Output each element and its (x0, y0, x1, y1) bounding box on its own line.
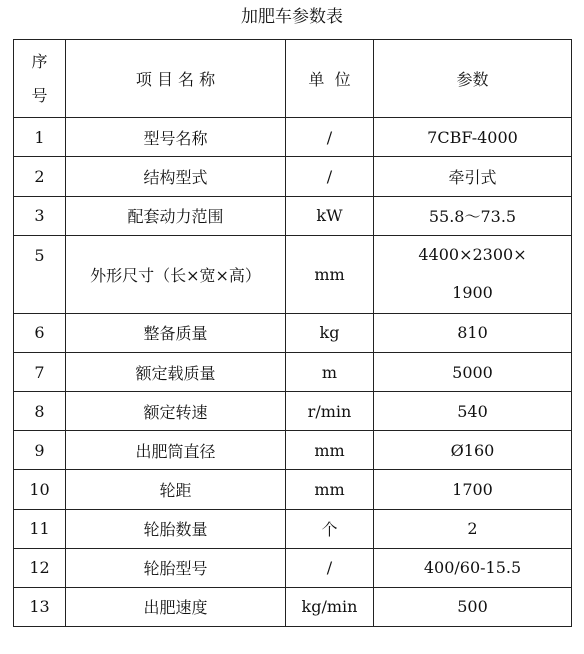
table-row (14, 509, 572, 548)
row-value: 7CBF-4000 (374, 118, 572, 157)
row-value: Ø160 (374, 431, 572, 470)
row-name: 轮距 (66, 470, 286, 509)
row-value: 牵引式 (374, 157, 572, 196)
row-value: 810 (374, 313, 572, 352)
row-name: 整备质量 (66, 313, 286, 352)
row-unit: kg/min (286, 587, 374, 626)
row-value: 400/60-15.5 (374, 548, 572, 587)
row-value: 55.8～73.5 (374, 196, 572, 235)
table-row (14, 196, 572, 235)
header-seq-line1: 序 (31, 51, 48, 71)
row-name: 外形尺寸（长×宽×高） (66, 235, 286, 313)
row-value: 540 (374, 392, 572, 431)
header-row (14, 40, 572, 118)
table-row (14, 548, 572, 587)
header-seq (14, 40, 66, 118)
row-value-line1: 4400×2300× (418, 245, 527, 265)
row-value (374, 235, 572, 313)
row-unit: kg (286, 313, 374, 352)
header-unit: 单 位 (286, 40, 374, 118)
row-name: 额定转速 (66, 392, 286, 431)
header-name: 项 目 名 称 (66, 40, 286, 118)
row-value-line2: 1900 (452, 283, 493, 303)
row-unit: / (286, 548, 374, 587)
row-seq: 10 (14, 470, 66, 509)
table-row (14, 235, 572, 313)
row-name: 额定载质量 (66, 353, 286, 392)
table-row (14, 392, 572, 431)
row-unit: m (286, 353, 374, 392)
row-value: 500 (374, 587, 572, 626)
row-name: 配套动力范围 (66, 196, 286, 235)
row-name: 出肥速度 (66, 587, 286, 626)
row-seq: 9 (14, 431, 66, 470)
row-seq: 5 (14, 235, 66, 313)
table-row (14, 313, 572, 352)
parameter-table (13, 39, 572, 627)
table-row (14, 157, 572, 196)
row-seq: 6 (14, 313, 66, 352)
row-seq: 2 (14, 157, 66, 196)
row-value: 2 (374, 509, 572, 548)
row-value: 5000 (374, 353, 572, 392)
row-seq: 3 (14, 196, 66, 235)
row-unit: mm (286, 235, 374, 313)
row-seq: 8 (14, 392, 66, 431)
row-name: 轮胎型号 (66, 548, 286, 587)
row-unit: / (286, 118, 374, 157)
row-name: 型号名称 (66, 118, 286, 157)
table-row (14, 470, 572, 509)
row-name: 轮胎数量 (66, 509, 286, 548)
row-seq: 1 (14, 118, 66, 157)
row-name: 结构型式 (66, 157, 286, 196)
row-unit: r/min (286, 392, 374, 431)
table-row (14, 353, 572, 392)
row-unit: mm (286, 431, 374, 470)
table-row (14, 431, 572, 470)
row-seq: 11 (14, 509, 66, 548)
row-value: 1700 (374, 470, 572, 509)
header-value: 参数 (374, 40, 572, 118)
table-row (14, 118, 572, 157)
row-seq: 12 (14, 548, 66, 587)
parameter-table-body (14, 40, 572, 627)
row-unit: mm (286, 470, 374, 509)
row-name: 出肥筒直径 (66, 431, 286, 470)
header-seq-line2: 号 (31, 85, 48, 105)
row-seq: 7 (14, 353, 66, 392)
row-unit: 个 (286, 509, 374, 548)
table-row (14, 587, 572, 626)
table-title: 加肥车参数表 (241, 7, 343, 27)
row-unit: / (286, 157, 374, 196)
row-unit: kW (286, 196, 374, 235)
row-seq: 13 (14, 587, 66, 626)
